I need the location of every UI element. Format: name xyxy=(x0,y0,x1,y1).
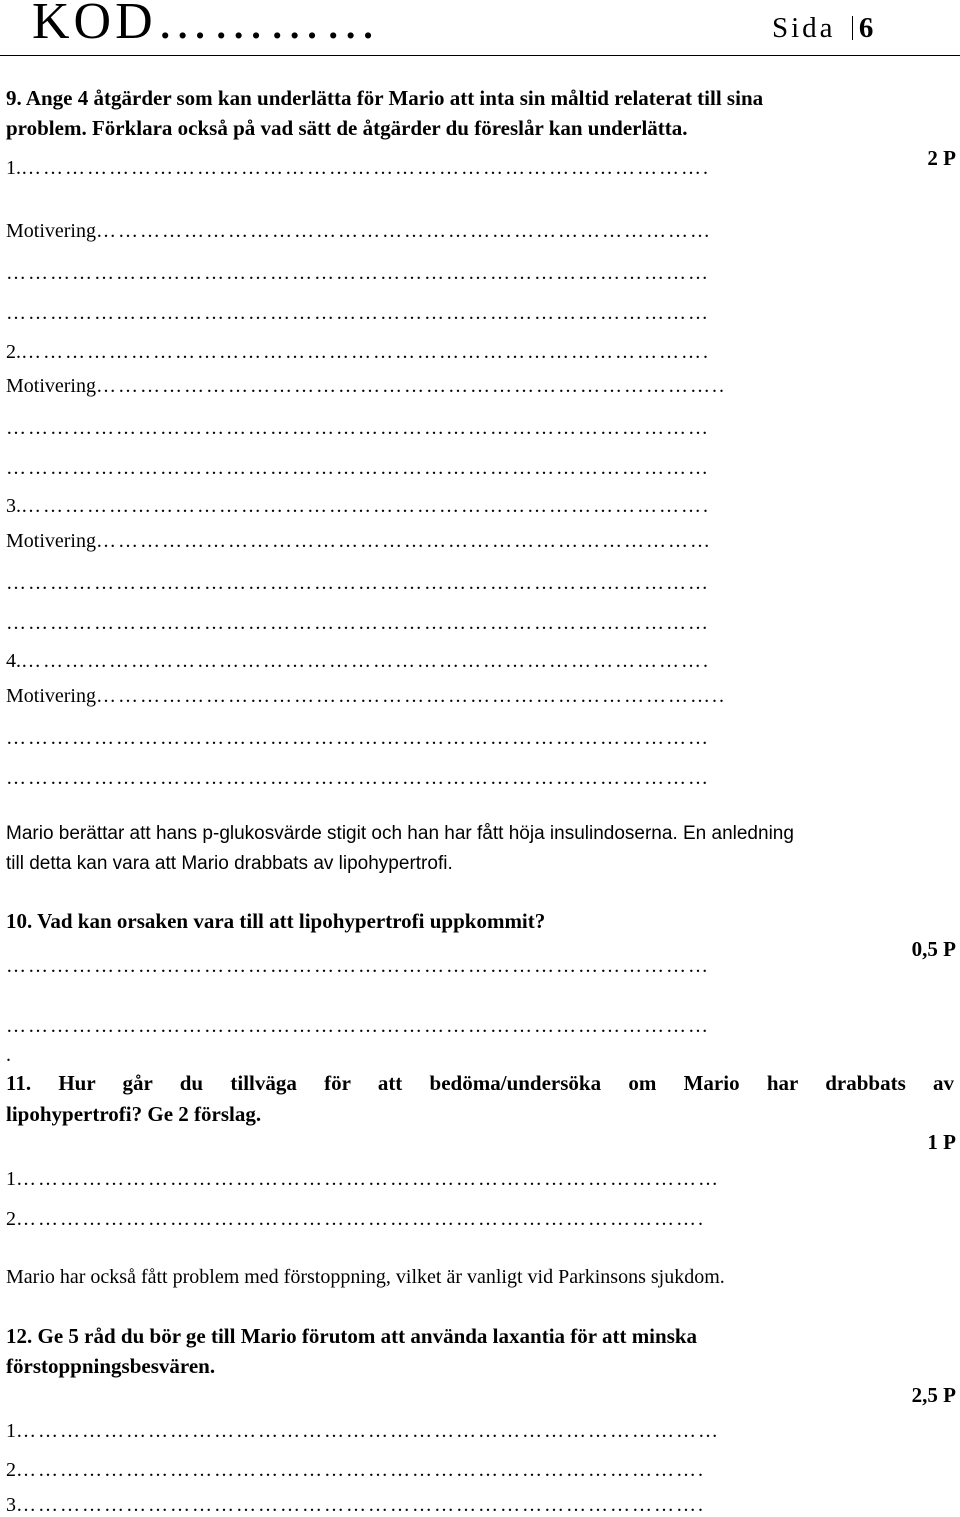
q12-text-line2: förstoppningsbesvären. xyxy=(6,1354,216,1378)
dotted-line: …………………………………………………………………………………… xyxy=(16,1420,720,1442)
answer-line[interactable] xyxy=(6,685,951,708)
q11-text-line1-content: 11. Hur går du tillväga för att bedöma/undersöka om Mario har drabbats av xyxy=(6,1071,954,1095)
dotted-line: …………………………………………………………………………………. xyxy=(21,495,710,517)
answer-line[interactable] xyxy=(6,341,951,364)
answer-line[interactable] xyxy=(6,417,951,440)
dotted-line: ………………………………………………………………………….. xyxy=(96,685,726,707)
dotted-line: …………………………………………………………………………………… xyxy=(6,727,710,749)
dotted-line: …………………………………………………………………………………… xyxy=(6,572,710,594)
dotted-line: ………………………………………………………………………….. xyxy=(96,375,726,397)
q9-text-line2: problem. Förklara också på vad sätt de åtgärder du föreslår kan underlätta. xyxy=(6,116,688,140)
answer-line[interactable] xyxy=(6,375,951,398)
dotted-line: …………………………………………………………………………………… xyxy=(6,1015,710,1037)
item-number: 3. xyxy=(6,495,21,517)
item-number: 2. xyxy=(6,341,21,363)
answer-line[interactable] xyxy=(6,1015,906,1038)
answer-line[interactable] xyxy=(6,302,951,325)
answer-line[interactable] xyxy=(6,495,951,518)
dotted-line: …………………………………………………………………………………. xyxy=(16,1494,705,1516)
item-number: 2 xyxy=(6,1459,16,1481)
answer-line[interactable] xyxy=(6,530,951,553)
answer-line[interactable] xyxy=(6,1459,951,1482)
q12-points: 2,5 P xyxy=(911,1383,956,1407)
header-rule xyxy=(0,55,960,56)
q11-text-line2: lipohypertrofi? Ge 2 förslag. xyxy=(6,1102,262,1126)
dotted-line: …………………………………………………………………………………… xyxy=(6,417,710,439)
motivering-label: Motivering xyxy=(6,220,96,242)
item-number: 2 xyxy=(6,1208,16,1230)
dotted-line: …………………………………………………………………………………… xyxy=(6,955,710,977)
item-number: 1 xyxy=(6,1420,16,1442)
answer-line[interactable] xyxy=(6,612,951,635)
item-number: 1 xyxy=(6,1168,16,1190)
context-paragraph-line2: till detta kan vara att Mario drabbats av lipohypertrofi. xyxy=(6,853,453,874)
item-number: 3 xyxy=(6,1494,16,1516)
answer-line[interactable] xyxy=(6,220,951,243)
answer-line[interactable] xyxy=(6,1420,951,1443)
dotted-line: …………………………………………………………………………………. xyxy=(21,341,710,363)
context-paragraph-line1: Mario berättar att hans p-glukosvärde stigit och han har fått höja insulindoserna. En anledning xyxy=(6,823,794,844)
motivering-label: Motivering xyxy=(6,375,96,397)
dotted-line: …………………………………………………………………………………… xyxy=(6,302,710,324)
answer-line[interactable] xyxy=(6,727,951,750)
item-number: 1. xyxy=(6,157,21,179)
q11-points: 1 P xyxy=(927,1130,956,1154)
page-label: Sida xyxy=(772,12,836,44)
page-number xyxy=(772,12,873,45)
dotted-line: …………………………………………………………………………………. xyxy=(21,157,710,179)
page-number-value: 6 xyxy=(858,12,874,44)
q12-text-line1: 12. Ge 5 råd du bör ge till Mario förutom att använda laxantia för att minska xyxy=(6,1324,698,1348)
trailing-dot: . xyxy=(6,1044,11,1066)
dotted-line: …………………………………………………………………………………. xyxy=(16,1459,705,1481)
dotted-line: …………………………………………………………………………………. xyxy=(16,1208,705,1230)
dotted-line: ………………………………………………………………………… xyxy=(96,530,712,552)
q10-text: 10. Vad kan orsaken vara till att lipohypertrofi uppkommit? xyxy=(6,909,546,933)
context-paragraph-2: Mario har också fått problem med förstoppning, vilket är vanligt vid Parkinsons sjukdom. xyxy=(6,1266,725,1288)
answer-line[interactable] xyxy=(6,1208,951,1231)
answer-line[interactable] xyxy=(6,767,951,790)
answer-line[interactable] xyxy=(6,1168,951,1191)
answer-line[interactable] xyxy=(6,262,951,285)
dotted-line: …………………………………………………………………………………… xyxy=(6,262,710,284)
item-number: 4. xyxy=(6,650,21,672)
dotted-line: …………………………………………………………………………………… xyxy=(6,612,710,634)
dotted-line: ………………………………………………………………………… xyxy=(96,220,712,242)
page-label-divider xyxy=(852,16,853,40)
dotted-line: …………………………………………………………………………………… xyxy=(6,457,710,479)
header-code: KOD………… xyxy=(32,0,381,50)
answer-line[interactable] xyxy=(6,650,951,673)
q9-text-line1: 9. Ange 4 åtgärder som kan underlätta för Mario att inta sin måltid relaterat till sina xyxy=(6,86,764,110)
answer-line[interactable] xyxy=(6,157,951,180)
motivering-label: Motivering xyxy=(6,530,96,552)
q9-points: 2 P xyxy=(927,146,956,170)
dotted-line: …………………………………………………………………………………. xyxy=(21,650,710,672)
motivering-label: Motivering xyxy=(6,685,96,707)
q10-points: 0,5 P xyxy=(911,937,956,961)
answer-line[interactable] xyxy=(6,457,951,480)
answer-line[interactable] xyxy=(6,955,951,978)
dotted-line: …………………………………………………………………………………… xyxy=(16,1168,720,1190)
answer-line[interactable] xyxy=(6,1494,951,1517)
dotted-line: …………………………………………………………………………………… xyxy=(6,767,710,789)
answer-line[interactable] xyxy=(6,572,951,595)
